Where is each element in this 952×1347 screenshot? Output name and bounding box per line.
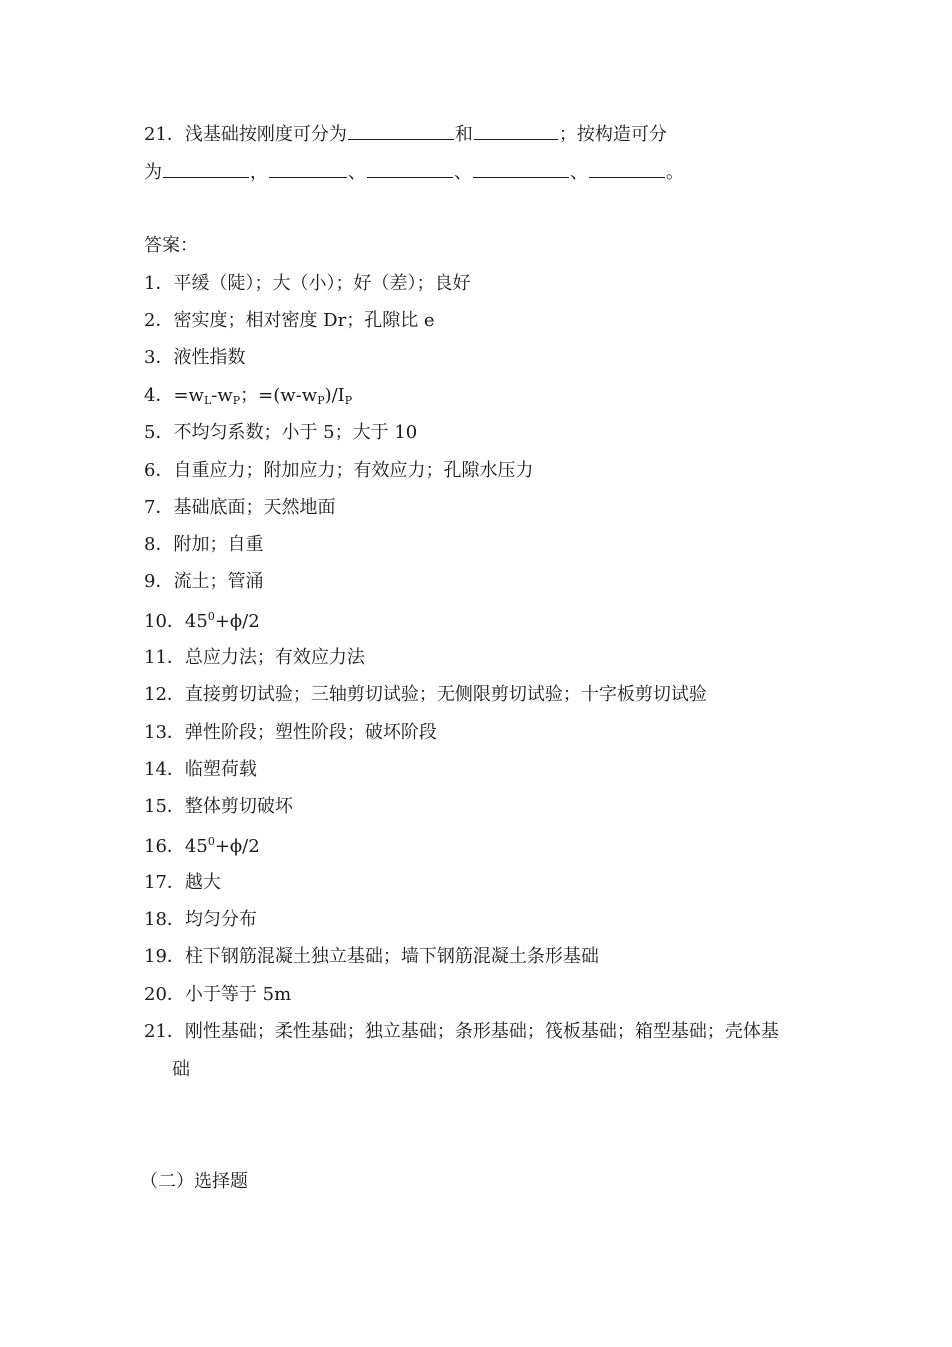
answer-10-text: 10．45	[144, 611, 208, 632]
answer-16	[144, 835, 260, 859]
answer-20: 20．小于等于 5m	[144, 984, 292, 1005]
answer-blank[interactable]	[269, 159, 347, 178]
answer-9: 9．流土；管涌	[144, 571, 264, 592]
answer-10-text: +ϕ/2	[214, 611, 260, 632]
answer-8: 8．附加；自重	[144, 534, 264, 555]
subscript: P	[232, 394, 241, 407]
answer-11: 11．总应力法；有效应力法	[144, 647, 365, 668]
answer-16-text: +ϕ/2	[214, 836, 260, 857]
answer-21-line2: 础	[172, 1059, 190, 1080]
answer-17: 17．越大	[144, 872, 221, 893]
separator: ，	[250, 162, 268, 183]
answer-4-text: 4．=w	[144, 385, 204, 406]
separator: 、	[454, 162, 472, 183]
question-21-line2	[144, 159, 684, 183]
answer-blank[interactable]	[589, 159, 665, 178]
answer-4-text: -w	[211, 385, 233, 406]
question-21-text-a: 21．浅基础按刚度可分为	[144, 124, 347, 145]
answer-16-text: 16．45	[144, 836, 208, 857]
question-21-text-c: ；按构造可分	[558, 124, 667, 145]
answer-4-text: ；=(w-w	[240, 385, 318, 406]
answer-18: 18．均匀分布	[144, 909, 257, 930]
subscript: P	[317, 394, 325, 407]
separator: 、	[348, 162, 366, 183]
answer-5: 5．不均匀系数；小于 5；大于 10	[144, 422, 418, 443]
question-21-line1	[144, 121, 667, 145]
superscript: 0	[207, 610, 215, 623]
answer-blank[interactable]	[348, 121, 454, 140]
answer-12: 12．直接剪切试验；三轴剪切试验；无侧限剪切试验；十字板剪切试验	[144, 684, 707, 705]
answer-21-line1: 21．刚性基础；柔性基础；独立基础；条形基础；筏板基础；箱型基础；壳体基	[144, 1021, 779, 1042]
answers-heading: 答案：	[144, 235, 198, 256]
answer-1: 1．平缓（陡）；大（小）；好（差）；良好	[144, 273, 471, 294]
answer-4	[144, 384, 352, 408]
question-21-text-b: 和	[454, 124, 473, 145]
answer-3: 3．液性指数	[144, 347, 246, 368]
answer-blank[interactable]	[367, 159, 453, 178]
answer-13: 13．弹性阶段；塑性阶段；破坏阶段	[144, 722, 437, 743]
answer-blank[interactable]	[163, 159, 249, 178]
subscript: L	[203, 394, 212, 407]
answer-blank[interactable]	[474, 121, 558, 140]
answer-14: 14．临塑荷载	[144, 759, 257, 780]
answer-15: 15．整体剪切破坏	[144, 796, 293, 817]
answer-7: 7．基础底面；天然地面	[144, 497, 336, 518]
separator: 。	[666, 162, 684, 183]
answer-10	[144, 610, 260, 634]
superscript: 0	[207, 835, 215, 848]
answer-2: 2．密实度；相对密度 Dr；孔隙比 e	[144, 310, 435, 331]
separator: 、	[570, 162, 588, 183]
answer-4-text: )/I	[324, 385, 345, 406]
subscript: P	[344, 394, 353, 407]
answer-6: 6．自重应力；附加应力；有效应力；孔隙水压力	[144, 460, 534, 481]
answer-blank[interactable]	[473, 159, 569, 178]
question-21-text-d: 为	[144, 162, 162, 183]
answer-19: 19．柱下钢筋混凝土独立基础；墙下钢筋混凝土条形基础	[144, 946, 599, 967]
section-2-heading: （二）选择题	[140, 1171, 248, 1192]
